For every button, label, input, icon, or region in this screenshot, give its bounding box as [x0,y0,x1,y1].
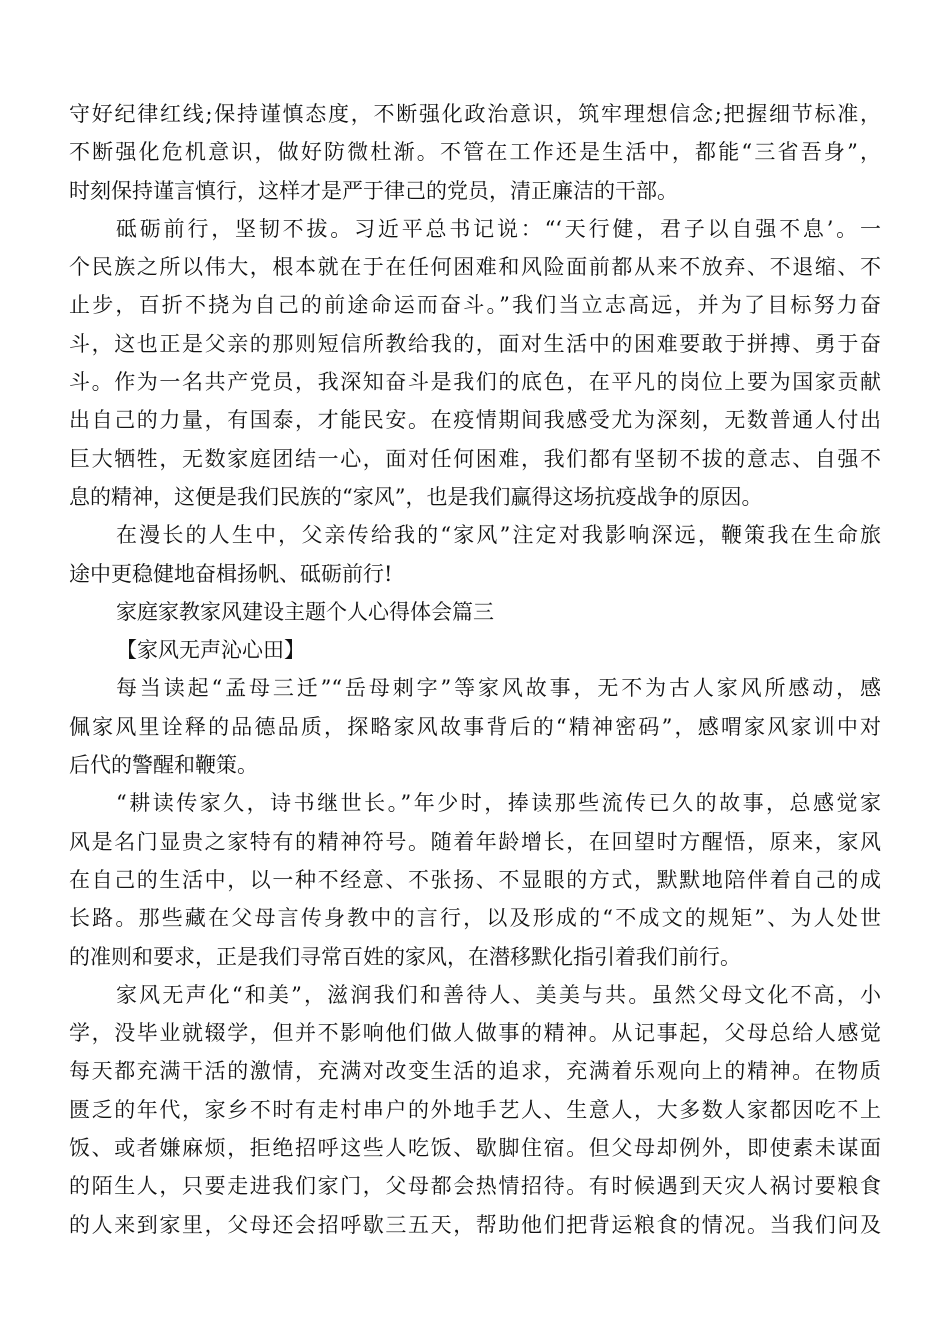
text-line: 每当读起“孟母三迁”“岳母刺字”等家风故事，无不为古人家风所感动，感 [116,676,881,701]
text-line: 风是名门显贵之家特有的精神符号。随着年龄增长，在回望时方醒悟，原来，家风 [69,829,881,854]
text-line: 途中更稳健地奋楫扬帆、砥砺前行! [69,561,393,586]
section-subheading: 【家风无声沁心田】 [116,638,305,663]
document-body [69,95,881,1244]
text-line: 长路。那些藏在父母言传身教中的言行，以及形成的“不成文的规矩”、为人处世 [69,906,881,931]
text-line: 的人来到家里，父母还会招呼歇三五天，帮助他们把背运粮食的情况。当我们问及 [69,1212,881,1237]
text-line: 匮乏的年代，家乡不时有走村串户的外地手艺人、生意人，大多数人家都因吃不上 [69,1097,881,1122]
section-heading: 家庭家教家风建设主题个人心得体会篇三 [116,599,494,624]
text-line: 出自己的力量，有国泰，才能民安。在疫情期间我感受尤为深刻，无数普通人付出 [69,408,881,433]
text-line: 在自己的生活中，以一种不经意、不张扬、不显眼的方式，默默地陪伴着自己的成 [69,867,881,892]
text-line: 佩家风里诠释的品德品质，探略家风故事背后的“精神密码”，感喟家风家训中对 [69,714,881,739]
text-line: 止步，百折不挠为自己的前途命运而奋斗。”我们当立志高远，并为了目标努力奋 [69,293,881,318]
text-line: 守好纪律红线;保持谨慎态度，不断强化政治意识，筑牢理想信念;把握细节标准， [69,102,881,126]
text-line: 斗，这也正是父亲的那则短信所教给我的，面对生活中的困难要敢于拼搏、勇于奋 [69,331,881,356]
text-line: 的准则和要求，正是我们寻常百姓的家风，在潜移默化指引着我们前行。 [69,944,741,969]
text-line: 后代的警醒和鞭策。 [69,753,258,778]
text-line: 息的精神，这便是我们民族的“家风”，也是我们赢得这场抗疫战争的原因。 [69,484,763,509]
text-line: 家风无声化“和美”，滋润我们和善待人、美美与共。虽然父母文化不高，小 [116,982,881,1007]
text-line: 学，没毕业就辍学，但并不影响他们做人做事的精神。从记事起，父母总给人感觉 [69,1021,881,1046]
text-line: 时刻保持谨言慎行，这样才是严于律己的党员，清正廉洁的干部。 [69,178,678,203]
text-line: 的陌生人，只要走进我们家门，父母都会热情招待。有时候遇到天灾人祸讨要粮食 [69,1174,881,1199]
text-line: “耕读传家久，诗书继世长。”年少时，捧读那些流传已久的故事，总感觉家 [116,791,881,816]
text-line: 砥砺前行，坚韧不拔。习近平总书记说：“‘天行健，君子以自强不息’。一 [116,216,881,241]
text-line: 不断强化危机意识，做好防微杜渐。不管在工作还是生活中，都能“三省吾身”， [69,140,881,165]
text-line: 饭、或者嫌麻烦，拒绝招呼这些人吃饭、歇脚住宿。但父母却例外，即使素未谋面 [69,1136,881,1161]
text-line: 在漫长的人生中，父亲传给我的“家风”注定对我影响深远，鞭策我在生命旅 [116,523,881,548]
text-line: 每天都充满干活的激情，充满对改变生活的追求，充满着乐观向上的精神。在物质 [69,1059,881,1084]
text-line: 巨大牺牲，无数家庭团结一心，面对任何困难，我们都有坚韧不拔的意志、自强不 [69,446,881,471]
text-line: 斗。作为一名共产党员，我深知奋斗是我们的底色，在平凡的岗位上要为国家贡献 [69,370,881,395]
text-line: 个民族之所以伟大，根本就在于在任何困难和风险面前都从来不放弃、不退缩、不 [69,255,881,280]
